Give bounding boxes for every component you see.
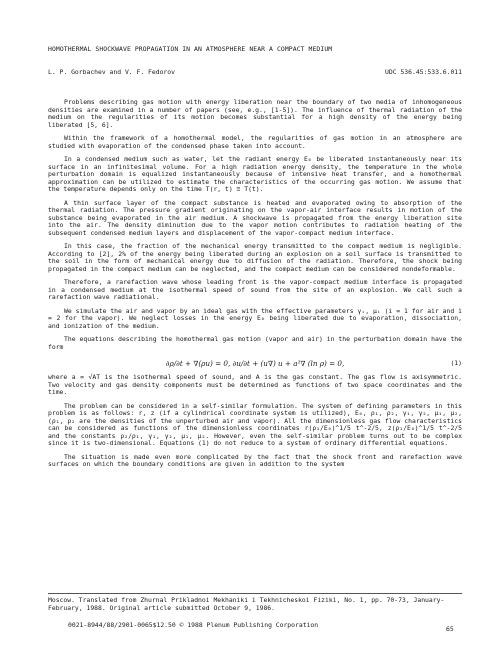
equation-number: (1) (450, 358, 462, 367)
authors: L. P. Gorbachev and V. F. Fedorov (48, 68, 175, 76)
footnote-rule (48, 593, 462, 594)
paragraph: A thin surface layer of the compact substance is heated and evaporated owing to absorption of the thermal radiation. The pressure gradient originating on the vapor-air interface results in motion of the substance being evaporated in the air medium. A shockwave is propagated from the energy liberation site into the air. The density diminution due to the vapor motion contributes to radiation heating of the subsequent condensed medium layers and displacement of the vapor-compact medium interface. (48, 198, 462, 237)
paragraph: Therefore, a rarefaction wave whose leading front is the vapor-compact medium interface is propagated in a condensed medium at the isothermal speed of sound from the site of an explosion. We call such a rarefaction wave radiational. (48, 278, 462, 301)
author-line (48, 69, 462, 77)
paragraph: where a = √AT is the isothermal speed of sound, and A is the gas constant. The gas flow is axisymmetric. Two velocity and gas density components must be determined as functions of two space coordinates and the time. (48, 373, 462, 396)
paragraph: Problems describing gas motion with energy liberation near the boundary of two media of inhomogeneous densities are examined in a number of papers (see, e.g., [1-5]). The influence of thermal radiation of the medium on the regularities of its motion becomes substantial for a high density of the energy being liberated [5, 6]. (48, 98, 462, 129)
equation-1 (48, 357, 462, 370)
paragraph: In a condensed medium such as water, let the radiant energy E₀ be liberated instantaneously near its surface in an infinitesimal volume. For a high radiation energy density, the temperature in the whole perturbation domain is equalized instantaneously because of intensive heat transfer, and a homothermal approximation can be utilized to estimate the characteristics of the occurring gas motion. We assume that the temperature depends only on the time T(r, t) ≡ T(t). (48, 155, 462, 193)
udc-code: UDC 536.45:533.6.011 (385, 68, 462, 76)
equation-text: ∂ρ/∂t + ∇(ρu) = 0, ∂u/∂t + (u∇) u + a²∇ (ln ρ) = 0, (165, 358, 345, 368)
paragraph: The problem can be considered in a self-similar formulation. The system of defining parameters in this problem is as follows: r, z (if a cylindrical coordinate system is utilized), E₀, ρ₁, ρ₂, γ₁, γ₂, μ₁, μ₂, (ρ₁, ρ₂ are the densities of the unperturbed air and vapor). All the dimensionless gas flow characteristics can be considered as functions of the dimensionless coordinates r(ρ₁/E₀)^1/5 t^-2/5, z(ρ₁/E₀)^1/5 t^-2/5 and the constants ρ₂/ρ₁, γ₁, γ₂, μ₁, μ₂. However, even the self-similar problem turns out to be complex since it is two-dimensional. Equations (1) do not reduce to a system of ordinary differential equations. (48, 401, 462, 447)
paragraph: In this case, the fraction of the mechanical energy transmitted to the compact medium is negligible. According to [2], 2% of the energy being liberated during an explosion on a soil surface is transmitted to the soil in the form of mechanical energy due to diffusion of the radiation. Therefore, the shock being propagated in the compact medium can be neglected, and the compact medium can be considered nondeformable. (48, 242, 462, 273)
paragraph: The equations describing the homothermal gas motion (vapor and air) in the perturbation domain have the form (48, 335, 462, 351)
article-body (48, 99, 462, 475)
article-title: HOMOTHERMAL SHOCKWAVE PROPAGATION IN AN ATMOSPHERE NEAR A COMPACT MEDIUM (48, 45, 333, 53)
footnote: Moscow. Translated from Zhurnal Prikladnoi Mekhaniki i Tekhnicheskoi Fiziki, No. 1, pp. 70-73, January-February, 1988. Original article submitted October 9, 1986. (48, 596, 445, 612)
page-number: 65 (446, 625, 454, 633)
copyright-line: 0021-8944/88/2901-0065$12.50 © 1988 Plenum Publishing Corporation (68, 621, 319, 629)
paragraph: We simulate the air and vapor by an ideal gas with the effective parameters γᵢ, μᵢ (i = 1 for air and i = 2 for the vapor). We neglect losses in the energy E₀ being liberated due to evaporation, dissociation, and ionization of the medium. (48, 306, 462, 330)
paragraph: The situation is made even more complicated by the fact that the shock front and rarefaction wave surfaces on which the boundary conditions are given in addition to the system (48, 452, 462, 468)
paragraph: Within the framework of a homothermal model, the regularities of gas motion in an atmosphere are studied with evaporation of the condensed phase taken into account. (48, 134, 462, 150)
